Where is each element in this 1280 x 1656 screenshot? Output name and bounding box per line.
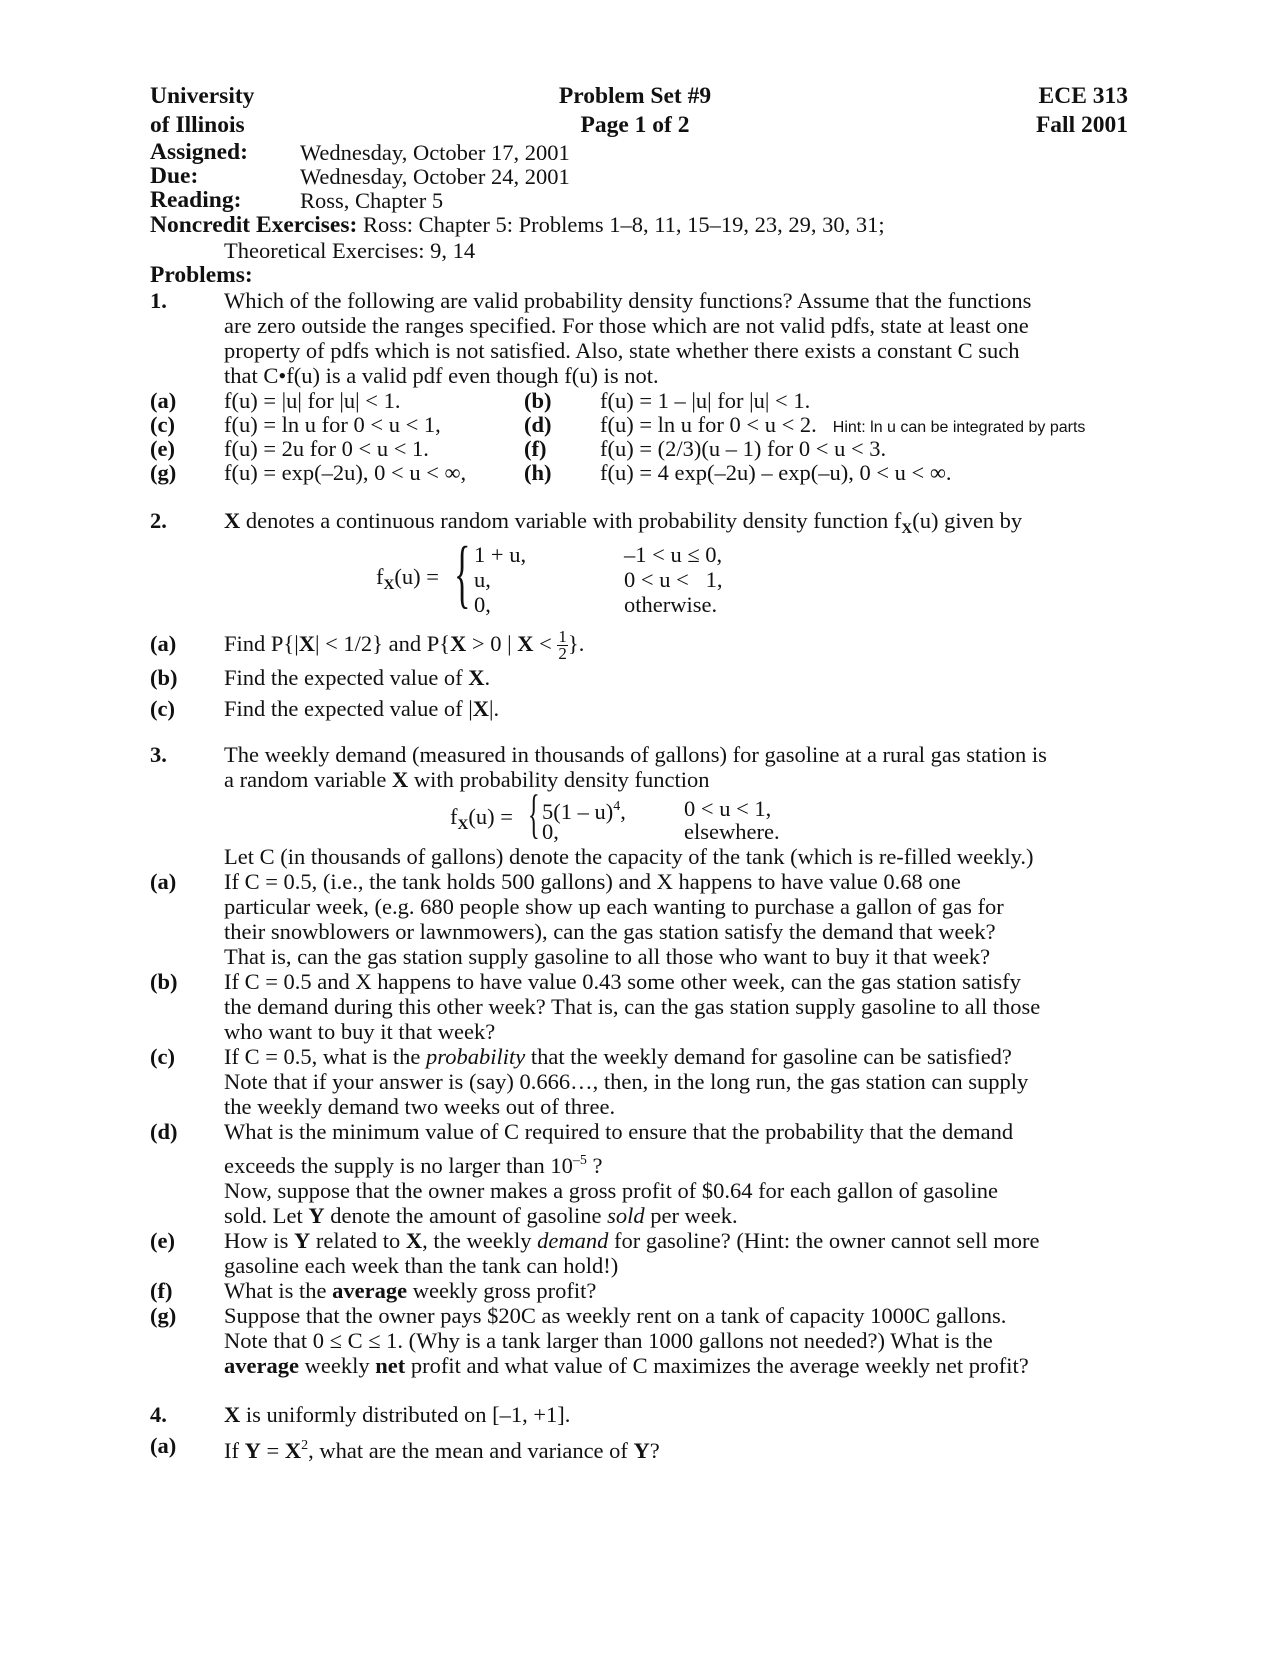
txt: a random variable <box>224 767 393 792</box>
problem-2c <box>150 693 1140 724</box>
problem-3 <box>150 742 1140 792</box>
txt: |. <box>489 696 500 721</box>
problem-3-pdf <box>150 784 1140 844</box>
university-name: University <box>150 83 255 109</box>
var-x: X <box>517 631 534 656</box>
case-expr: 1 + u, <box>474 542 527 567</box>
var-y: Y <box>244 1438 261 1463</box>
problem-2b <box>150 662 1140 693</box>
part-line: What is the minimum value of C required to ensure that the probability that the demand <box>224 1119 1014 1144</box>
page-number: Page 1 of 2 <box>580 112 690 138</box>
txt: , what are the mean and variance of <box>308 1438 634 1463</box>
txt: < <box>533 631 558 656</box>
part-label: (a) <box>150 631 177 656</box>
pdf-f: f <box>450 804 458 829</box>
problem-2c-text <box>224 693 1140 724</box>
part-label: (d) <box>150 1119 178 1144</box>
txt: weekly <box>298 1353 376 1378</box>
case-expr: u, <box>474 567 491 592</box>
problems-heading: Problems: <box>150 262 253 288</box>
case-cond: 0 < u < 1, <box>624 567 723 592</box>
subscript: X <box>457 817 469 833</box>
italic-text: sold <box>607 1203 645 1228</box>
var-x: X <box>224 508 241 533</box>
part-line: their snowblowers or lawnmowers), can the gas station satisfy the demand that week? <box>224 919 996 944</box>
part-label: (b) <box>150 969 178 994</box>
txt: > 0 | <box>466 631 518 656</box>
problem-1-items-row <box>150 460 1140 484</box>
part-line <box>224 1353 1140 1378</box>
pdf-eq: (u) = <box>468 804 513 829</box>
problem-2-number: 2. <box>150 508 167 533</box>
item-label: (a) <box>150 388 177 413</box>
document-header <box>150 82 1140 140</box>
part-line <box>224 1278 1140 1303</box>
var-y: Y <box>633 1438 650 1463</box>
problem-2a <box>150 626 1140 662</box>
pdf-f: f <box>376 564 384 589</box>
txt: }. <box>567 631 585 656</box>
txt: with probability density function <box>408 767 710 792</box>
part-label: (c) <box>150 1044 175 1069</box>
item-label: (h) <box>524 460 552 485</box>
part-line <box>224 1203 1140 1228</box>
item-label: (d) <box>524 412 552 437</box>
problem-3-line: The weekly demand (measured in thousands of gallons) for gasoline at a rural gas station is <box>224 742 1047 767</box>
problem-3d <box>150 1119 1140 1228</box>
reading-row <box>150 188 1140 212</box>
brace-icon: { <box>454 532 471 616</box>
var-x: X <box>392 767 409 792</box>
var-x: X <box>468 665 485 690</box>
problem-3-number: 3. <box>150 742 167 767</box>
part-line <box>224 1044 1140 1069</box>
item-text: f(u) = ln u for 0 < u < 2. <box>600 412 817 437</box>
txt: = <box>260 1438 285 1463</box>
case-expr: 0, <box>474 592 491 617</box>
part-line: If C = 0.5, (i.e., the tank holds 500 gallons) and X happens to have value 0.68 one <box>224 869 961 894</box>
problem-4 <box>150 1400 1140 1430</box>
problem-3a <box>150 869 1140 969</box>
part-line: That is, can the gas station supply gasoline to all those who want to buy it that week? <box>224 944 991 969</box>
case-expr: 0, <box>542 819 559 844</box>
txt: sold. Let <box>224 1203 309 1228</box>
pdf-eq: (u) = <box>394 564 439 589</box>
part-label: (f) <box>150 1278 173 1303</box>
part-line: the weekly demand two weeks out of three. <box>224 1094 616 1119</box>
item-text: f(u) = |u| for |u| < 1. <box>224 388 401 413</box>
due-label: Due: <box>150 163 199 189</box>
item-text: f(u) = ln u for 0 < u < 1, <box>224 412 441 437</box>
var-x: X <box>405 1228 423 1253</box>
txt: denote the amount of gasoline <box>324 1203 608 1228</box>
part-line <box>224 1228 1140 1253</box>
txt: related to <box>310 1228 406 1253</box>
part-label: (g) <box>150 1303 177 1328</box>
problem-3f <box>150 1278 1140 1303</box>
problem-1-items-row <box>150 436 1140 460</box>
item-label: (f) <box>524 436 547 461</box>
noncredit-label: Noncredit Exercises: <box>150 212 358 238</box>
denominator: 2 <box>558 644 567 664</box>
bold-text: average <box>332 1278 408 1303</box>
txt: , the weekly <box>422 1228 538 1253</box>
problem-3-capacity: Let C (in thousands of gallons) denote the capacity of the tank (which is re-filled weekly.) <box>224 844 1034 869</box>
header-left <box>150 82 254 140</box>
txt: Find P{| <box>224 631 299 656</box>
problem-1-items-row <box>150 388 1140 412</box>
subscript: X <box>383 577 395 593</box>
problem-2b-text <box>224 662 1140 693</box>
problem-3g <box>150 1303 1140 1378</box>
noncredit-value: Ross: Chapter 5: Problems 1–8, 11, 15–19, 23, 29, 30, 31; <box>362 212 885 237</box>
var-y: Y <box>308 1203 325 1228</box>
part-label: (a) <box>150 869 177 894</box>
header-center <box>440 82 830 140</box>
problem-2-pdf <box>150 532 1140 618</box>
txt: weekly gross profit? <box>407 1278 597 1303</box>
part-line: Now, suppose that the owner makes a gross profit of $0.64 for each gallon of gasoline <box>224 1178 998 1203</box>
txt: If <box>224 1438 245 1463</box>
university-location: of Illinois <box>150 112 245 138</box>
problem-1 <box>150 288 1140 388</box>
txt: exceeds the supply is no larger than 10 <box>224 1153 573 1178</box>
due-date: Wednesday, October 24, 2001 <box>300 164 570 189</box>
txt: | < 1/2} and P{ <box>314 631 451 656</box>
item-label: (c) <box>150 412 175 437</box>
problem-1-line: property of pdfs which is not satisfied. Also, state whether there exists a constant C such <box>224 338 1020 363</box>
problem-3b <box>150 969 1140 1044</box>
superscript: –5 <box>572 1153 587 1168</box>
part-line <box>224 1148 1140 1178</box>
assigned-date: Wednesday, October 17, 2001 <box>300 140 570 165</box>
problem-2 <box>150 508 1140 542</box>
superscript: 2 <box>301 1438 309 1453</box>
problem-4a-text <box>224 1430 1140 1467</box>
italic-text: probability <box>426 1044 526 1069</box>
problem-1-number: 1. <box>150 288 167 313</box>
superscript: 4 <box>613 799 621 814</box>
problem-set-page <box>150 82 1140 1462</box>
part-line: the demand during this other week? That is, can the gas station supply gasoline to all those <box>224 994 1041 1019</box>
part-label: (b) <box>150 665 178 690</box>
part-line: gasoline each week than the tank can hold!) <box>224 1253 619 1278</box>
problem-1-line: that C•f(u) is a valid pdf even though f(u) is not. <box>224 363 659 388</box>
case-cond: –1 < u ≤ 0, <box>624 542 723 567</box>
assigned-row <box>150 140 1140 164</box>
item-label: (g) <box>150 460 177 485</box>
item-text: f(u) = 1 – |u| for |u| < 1. <box>600 388 811 413</box>
part-label: (c) <box>150 696 175 721</box>
assigned-label: Assigned: <box>150 139 248 165</box>
course-code: ECE 313 <box>1038 83 1128 109</box>
part-line: particular week, (e.g. 680 people show up each wanting to purchase a gallon of gas for <box>224 894 1004 919</box>
problem-3-line <box>224 767 1140 792</box>
problem-4-text <box>224 1400 1140 1430</box>
part-line: If C = 0.5 and X happens to have value 0.43 some other week, can the gas station satisfy <box>224 969 1021 994</box>
item-text: f(u) = 4 exp(–2u) – exp(–u), 0 < u < ∞. <box>600 460 952 485</box>
txt: How is <box>224 1228 295 1253</box>
problem-2-intro <box>224 508 1140 542</box>
pdf-lhs <box>450 804 513 838</box>
reading-label: Reading: <box>150 187 242 213</box>
problem-set-title: Problem Set #9 <box>558 83 712 109</box>
var-x: X <box>224 1402 241 1427</box>
due-row <box>150 164 1140 188</box>
fraction <box>557 629 568 662</box>
case-cond: elsewhere. <box>684 819 780 844</box>
case-cond: 0 < u < 1, <box>684 796 772 821</box>
txt: for gasoline? (Hint: the owner cannot sell more <box>608 1228 1040 1253</box>
bold-text: net <box>375 1353 406 1378</box>
part-line: who want to buy it that week? <box>224 1019 496 1044</box>
txt: profit and what value of C maximizes the average weekly net profit? <box>405 1353 1029 1378</box>
brace-icon: { <box>528 784 540 844</box>
txt: 5(1 – u) <box>542 799 614 824</box>
txt: that the weekly demand for gasoline can be satisfied? <box>525 1044 1012 1069</box>
part-line: Note that if your answer is (say) 0.666…, then, in the long run, the gas station can supply <box>224 1069 1029 1094</box>
problem-4a <box>150 1430 1140 1462</box>
part-label: (e) <box>150 1228 175 1253</box>
hint-text: Hint: ln u can be integrated by parts <box>832 419 1086 436</box>
var-y: Y <box>294 1228 311 1253</box>
problem-1-line: Which of the following are valid probability density functions? Assume that the functions <box>224 288 1032 313</box>
item-label: (b) <box>524 388 552 413</box>
txt: If C = 0.5, what is the <box>224 1044 427 1069</box>
var-x: X <box>472 696 490 721</box>
txt: What is the <box>224 1278 333 1303</box>
part-line: Note that 0 ≤ C ≤ 1. (Why is a tank larger than 1000 gallons not needed?) What is the <box>224 1328 993 1353</box>
problem-3c <box>150 1044 1140 1119</box>
item-text: f(u) = 2u for 0 < u < 1. <box>224 436 429 461</box>
reading-value: Ross, Chapter 5 <box>300 188 444 213</box>
problem-2a-text <box>224 626 1140 662</box>
noncredit-theoretical: Theoretical Exercises: 9, 14 <box>224 238 476 263</box>
bold-text: average <box>224 1353 299 1378</box>
numerator: 1 <box>558 627 567 647</box>
noncredit-row <box>150 212 1140 238</box>
txt: Find the expected value of <box>224 665 469 690</box>
problem-1-line: are zero outside the ranges specified. For those which are not valid pdfs, state at least one <box>224 313 1029 338</box>
problem-4-number: 4. <box>150 1402 167 1427</box>
txt: per week. <box>644 1203 738 1228</box>
pdf-lhs <box>376 564 439 598</box>
problem-1-items-row <box>150 412 1140 436</box>
part-line: Suppose that the owner pays $20C as weekly rent on a tank of capacity 1000C gallons. <box>224 1303 1007 1328</box>
txt: is uniformly distributed on [–1, +1]. <box>240 1402 571 1427</box>
txt: Find the expected value of | <box>224 696 473 721</box>
txt: ? <box>649 1438 660 1463</box>
var-x: X <box>284 1438 302 1463</box>
problem-3e <box>150 1228 1140 1278</box>
var-x: X <box>450 631 467 656</box>
intro-text: denotes a continuous random variable with probability density function f <box>240 508 902 533</box>
txt: . <box>484 665 491 690</box>
subscript: X <box>901 521 913 537</box>
term: Fall 2001 <box>1035 112 1128 138</box>
item-text: f(u) = (2/3)(u – 1) for 0 < u < 3. <box>600 436 887 461</box>
italic-text: demand <box>537 1228 609 1253</box>
intro-end: (u) given by <box>912 508 1023 533</box>
txt: ? <box>586 1153 603 1178</box>
case-cond: otherwise. <box>624 592 718 617</box>
txt: , <box>620 799 626 824</box>
part-label: (a) <box>150 1433 177 1458</box>
var-x: X <box>298 631 315 656</box>
item-label: (e) <box>150 436 175 461</box>
item-text: f(u) = exp(–2u), 0 < u < ∞, <box>224 460 467 485</box>
header-right <box>1036 82 1128 140</box>
